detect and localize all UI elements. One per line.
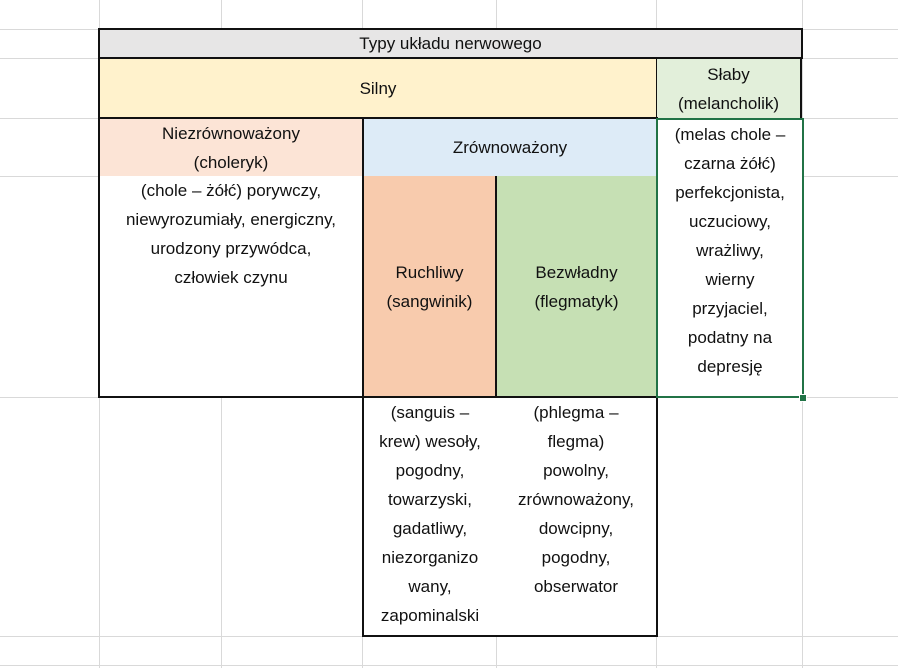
- mobile-label: Ruchliwy (sangwinik): [386, 262, 473, 311]
- inert-description-cell[interactable]: [496, 396, 658, 637]
- fill-handle[interactable]: [799, 394, 807, 402]
- mobile-description: (sanguis – krew) wesoły, pogodny, towarzyski, gadatliwy, niezorganizo wany, zapominalski: [379, 403, 481, 625]
- inert-label: Bezwładny (flegmatyk): [534, 262, 619, 311]
- gridline: [0, 665, 898, 666]
- mobile-cell[interactable]: [362, 176, 497, 397]
- strong-label: Silny: [359, 78, 397, 98]
- unbalanced-label: Niezrównoważony (choleryk): [162, 123, 300, 172]
- unbalanced-cell[interactable]: [100, 119, 362, 176]
- strong-cell[interactable]: [98, 57, 658, 119]
- inert-cell[interactable]: [497, 176, 656, 397]
- title-text: Typy układu nerwowego: [359, 34, 542, 53]
- weak-description-cell-selected[interactable]: [656, 118, 804, 398]
- balanced-cell[interactable]: [362, 117, 658, 178]
- inert-description: (phlegma – flegma) powolny, zrównoważony, dowcipny, pogodny, obserwator: [518, 403, 634, 596]
- unbalanced-description-cell[interactable]: [100, 176, 362, 396]
- mobile-description-cell[interactable]: [362, 396, 498, 637]
- weak-label: Słaby (melancholik): [677, 64, 780, 113]
- weak-description: (melas chole – czarna żółć) perfekcjonista, uczuciowy, wrażliwy, wierny przyjaciel, podatny na depresję: [674, 125, 786, 376]
- title-cell[interactable]: [98, 28, 803, 59]
- unbalanced-description: (chole – żółć) porywczy, niewyrozumiały, energiczny, urodzony przywódca, człowiek czynu: [125, 181, 337, 287]
- weak-cell[interactable]: [657, 59, 802, 118]
- balanced-label: Zrównoważony: [452, 138, 568, 157]
